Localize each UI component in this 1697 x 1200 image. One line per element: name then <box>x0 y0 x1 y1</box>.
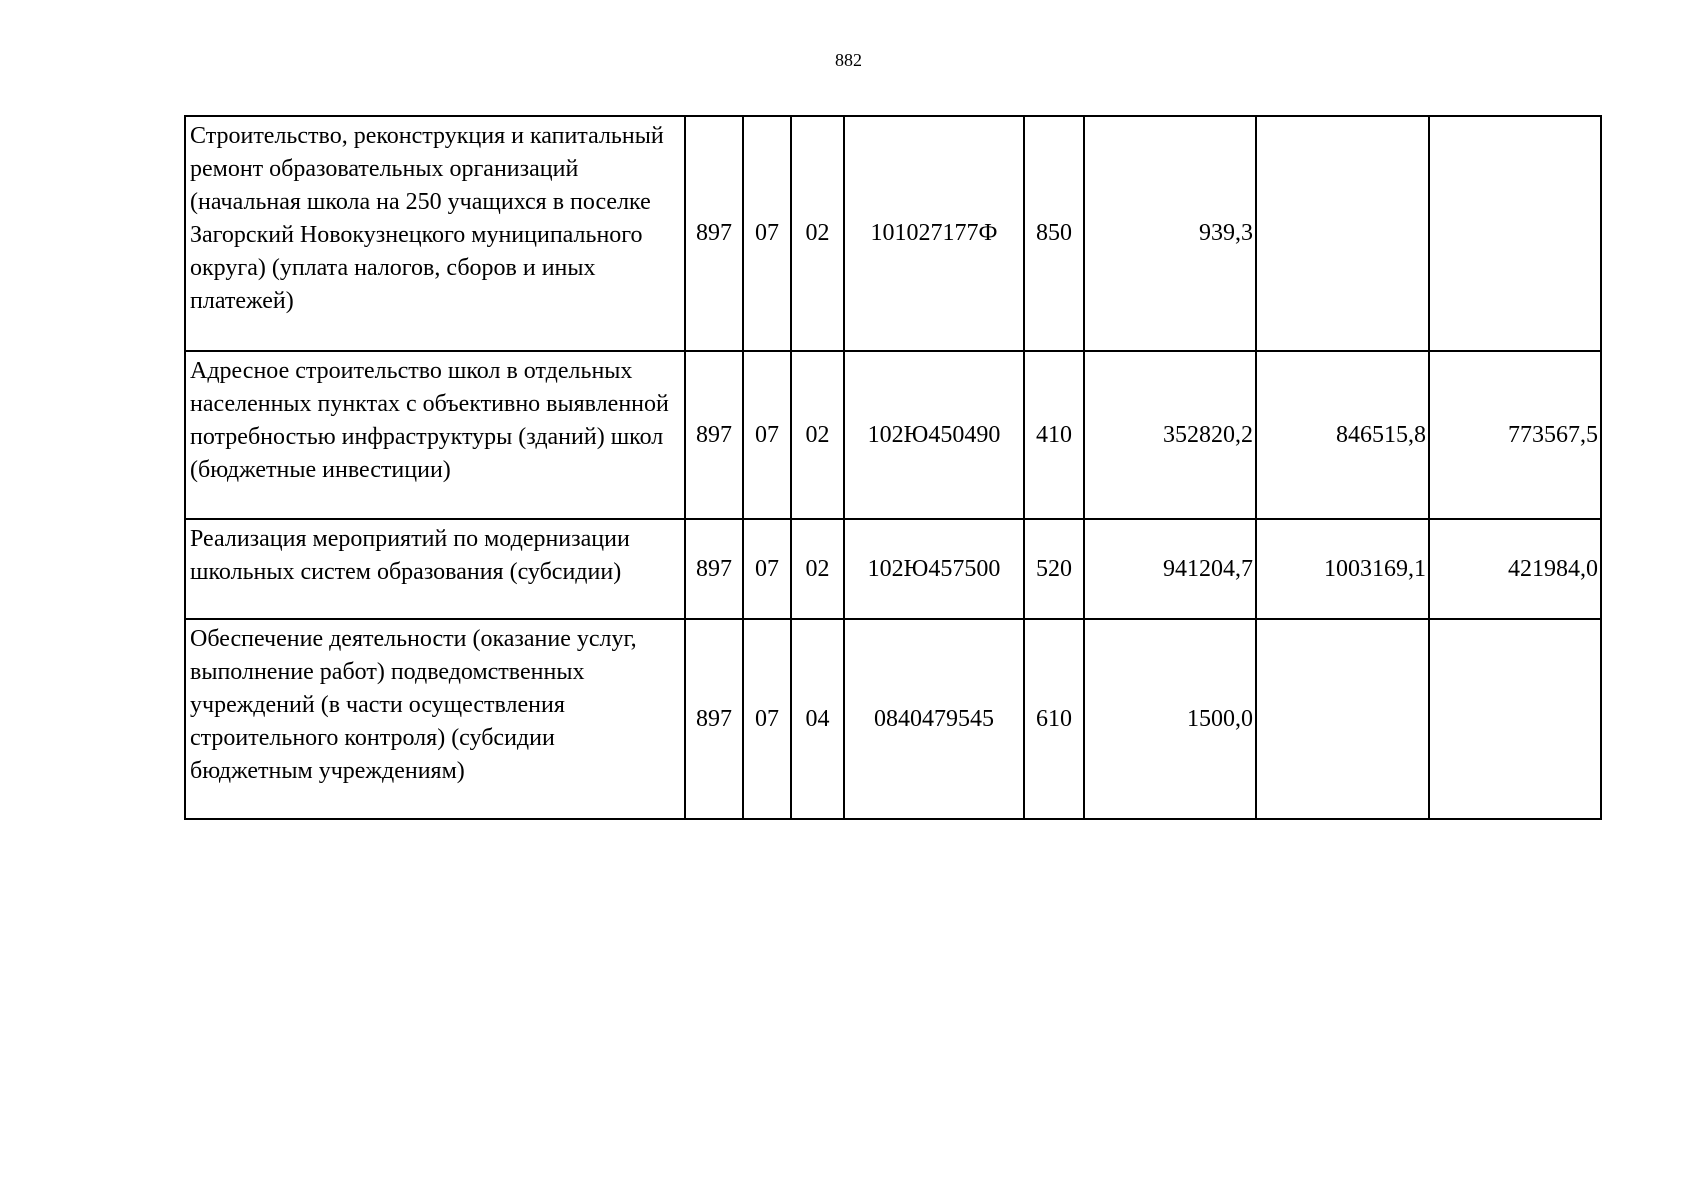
section-code: 07 <box>743 619 791 819</box>
table-row <box>185 351 1601 519</box>
section-code: 07 <box>743 351 791 519</box>
amount-year-3: 773567,5 <box>1429 351 1601 519</box>
subsection-code: 02 <box>791 116 844 351</box>
subsection-code: 02 <box>791 519 844 619</box>
amount-year-3 <box>1429 619 1601 819</box>
amount-year-2: 846515,8 <box>1256 351 1429 519</box>
amount-year-2 <box>1256 116 1429 351</box>
section-code: 07 <box>743 519 791 619</box>
amount-year-2 <box>1256 619 1429 819</box>
target-article-code: 101027177Ф <box>844 116 1024 351</box>
row-description: Реализация мероприятий по модернизации школьных систем образования (субсидии) <box>185 519 685 619</box>
subsection-code: 02 <box>791 351 844 519</box>
subsection-code: 04 <box>791 619 844 819</box>
table-row <box>185 619 1601 819</box>
row-description: Строительство, реконструкция и капитальный ремонт образовательных организаций (начальная школа на 250 учащихся в поселке Загорский Новокузнецкого муниципального округа) (уплата налогов, сборов и иных платежей) <box>185 116 685 351</box>
ministry-code: 897 <box>685 116 743 351</box>
expense-type-code: 850 <box>1024 116 1084 351</box>
amount-year-1: 1500,0 <box>1084 619 1256 819</box>
section-code: 07 <box>743 116 791 351</box>
page-number: 882 <box>835 50 862 70</box>
amount-year-1: 939,3 <box>1084 116 1256 351</box>
ministry-code: 897 <box>685 519 743 619</box>
budget-table <box>184 115 1602 820</box>
expense-type-code: 410 <box>1024 351 1084 519</box>
row-description: Обеспечение деятельности (оказание услуг, выполнение работ) подведомственных учреждений (в части осуществления строительного контроля) (субсидии бюджетным учреждениям) <box>185 619 685 819</box>
target-article-code: 102Ю450490 <box>844 351 1024 519</box>
amount-year-2: 1003169,1 <box>1256 519 1429 619</box>
ministry-code: 897 <box>685 619 743 819</box>
expense-type-code: 610 <box>1024 619 1084 819</box>
row-description: Адресное строительство школ в отдельных населенных пунктах с объективно выявленной потребностью инфраструктуры (зданий) школ (бюджетные инвестиции) <box>185 351 685 519</box>
target-article-code: 0840479545 <box>844 619 1024 819</box>
table-row <box>185 519 1601 619</box>
amount-year-3: 421984,0 <box>1429 519 1601 619</box>
target-article-code: 102Ю457500 <box>844 519 1024 619</box>
ministry-code: 897 <box>685 351 743 519</box>
amount-year-1: 352820,2 <box>1084 351 1256 519</box>
expense-type-code: 520 <box>1024 519 1084 619</box>
table-row <box>185 116 1601 351</box>
amount-year-1: 941204,7 <box>1084 519 1256 619</box>
amount-year-3 <box>1429 116 1601 351</box>
